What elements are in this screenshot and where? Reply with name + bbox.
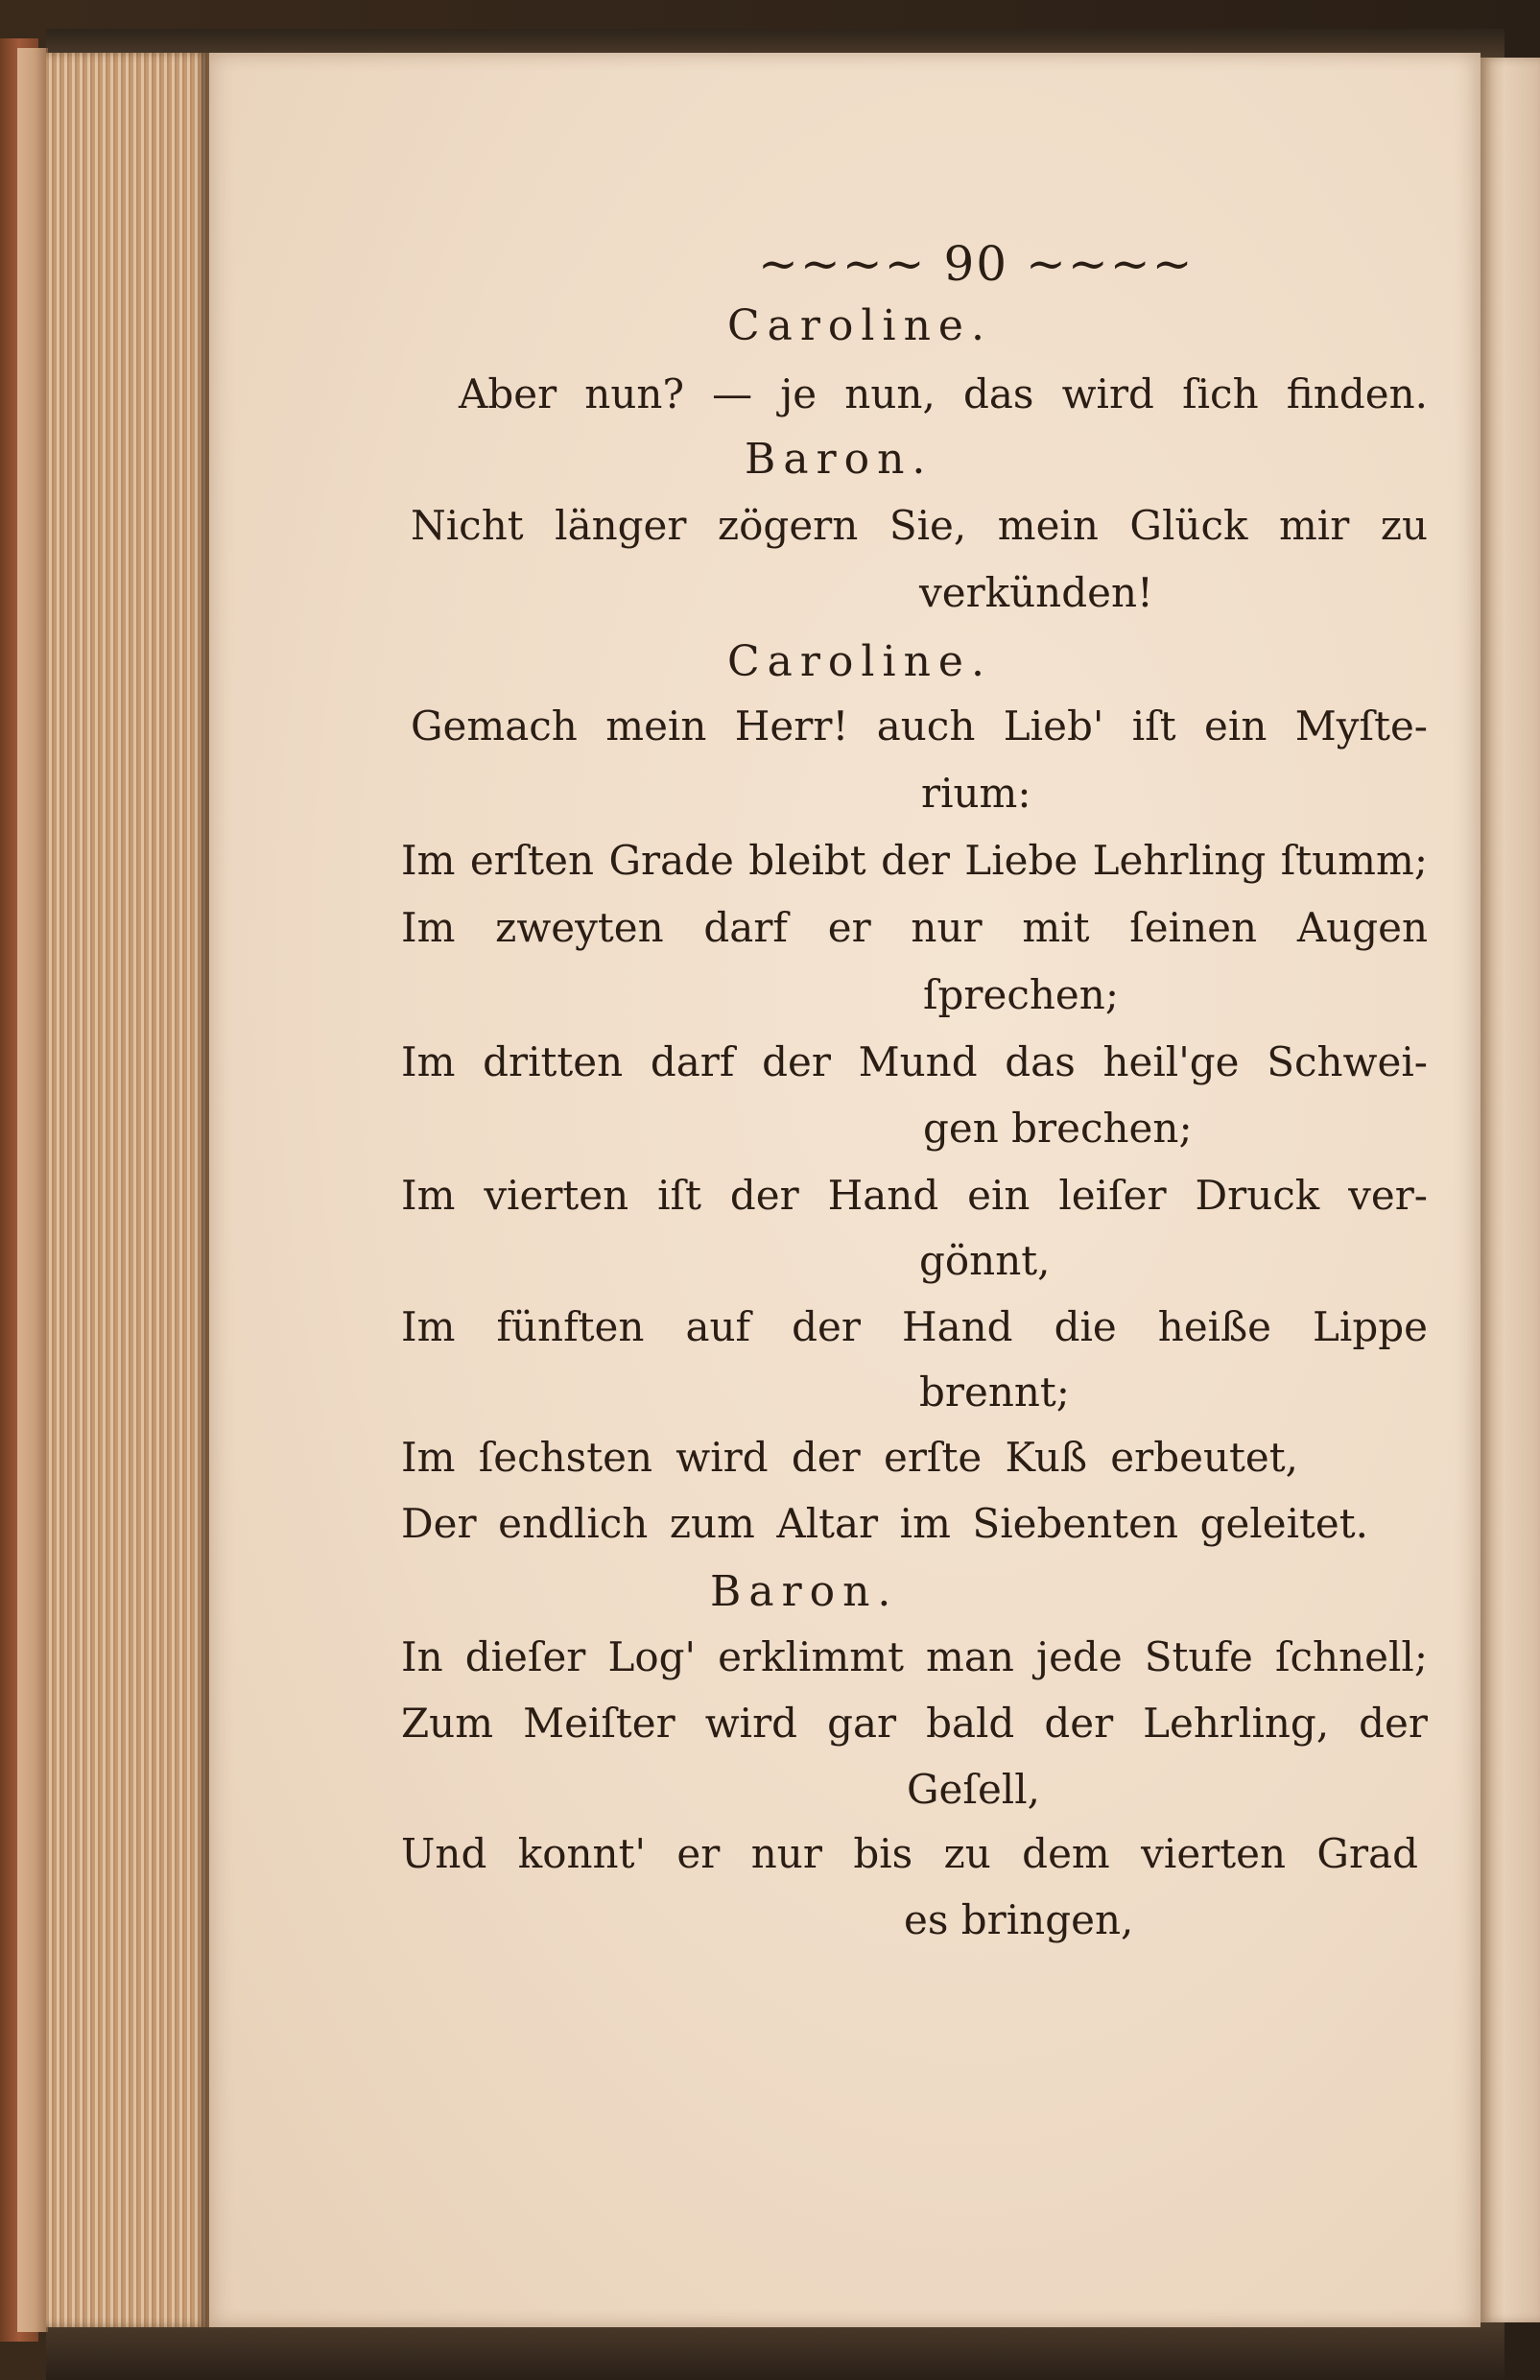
verse-turnover: brennt; xyxy=(919,1368,1070,1416)
verse-line: Im dritten darf der Mund das heil'ge Schwei- xyxy=(401,1038,1428,1085)
book-bottom-edge xyxy=(46,2322,1504,2380)
verse-turnover: es bringen, xyxy=(904,1896,1134,1943)
verse-line: Im erſten Grade bleibt der Liebe Lehrling ſtumm; xyxy=(401,837,1428,884)
verse-turnover: gen brechen; xyxy=(923,1105,1193,1152)
verse-turnover: rium: xyxy=(921,770,1031,817)
verse-line: Im ſechsten wird der erſte Kuß erbeutet, xyxy=(401,1434,1298,1481)
verse-line: Nicht länger zögern Sie, mein Glück mir zu xyxy=(411,502,1428,549)
verse-line: Im zweyten darf er nur mit ſeinen Augen xyxy=(401,904,1428,951)
page-stack xyxy=(46,53,209,2327)
verse-turnover: gönnt, xyxy=(919,1237,1051,1284)
facing-page-edge xyxy=(1481,58,1540,2322)
verse-turnover: verkünden! xyxy=(919,569,1153,616)
verse-turnover: Geſell, xyxy=(907,1766,1041,1813)
verse-line: Im fünften auf der Hand die heiße Lippe xyxy=(401,1303,1428,1350)
speaker-heading: Caroline. xyxy=(727,637,992,686)
verse-turnover: ſprechen; xyxy=(923,971,1119,1018)
verse-line: Der endlich zum Altar im Siebenten geleitet. xyxy=(401,1500,1368,1547)
verse-line: In dieſer Log' erklimmt man jede Stufe ſchnell; xyxy=(401,1633,1428,1680)
verse-line: Zum Meiſter wird gar bald der Lehrling, der xyxy=(401,1700,1428,1747)
verse-line: Aber nun? — je nun, das wird ſich finden. xyxy=(459,370,1428,417)
book-board-edge xyxy=(17,48,48,2332)
verse-line: Und konnt' er nur bis zu dem vierten Grad xyxy=(401,1830,1418,1877)
page-number: ~~~~ 90 ~~~~ xyxy=(758,236,1195,292)
speaker-heading: Baron. xyxy=(745,435,934,484)
verse-line: Gemach mein Herr! auch Lieb' iſt ein Myſte- xyxy=(411,702,1428,750)
speaker-heading: Baron. xyxy=(710,1567,899,1616)
verse-line: Im vierten iſt der Hand ein leiſer Druck ver- xyxy=(401,1172,1428,1219)
speaker-heading: Caroline. xyxy=(727,301,992,350)
